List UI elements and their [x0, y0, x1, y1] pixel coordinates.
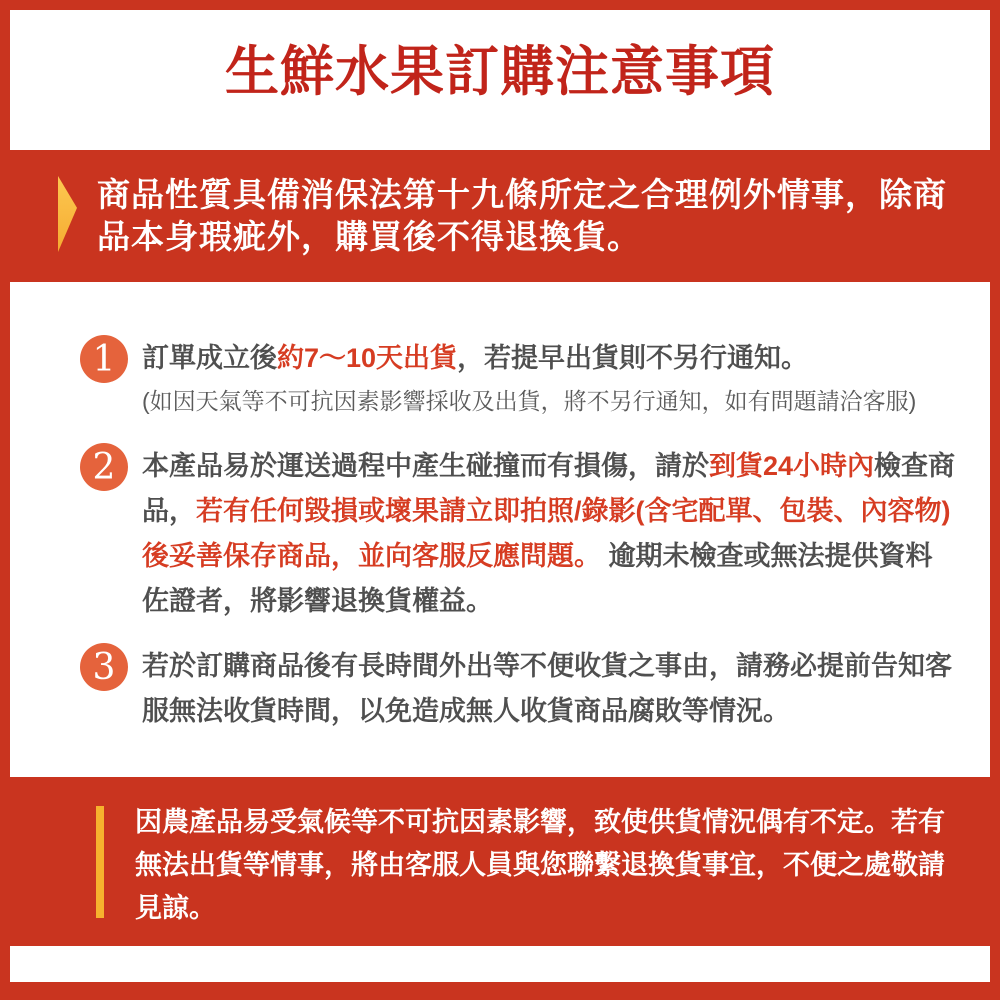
list-item	[80, 444, 990, 624]
notice-text	[142, 444, 956, 624]
number-badge: 2	[80, 443, 128, 491]
notice-text	[142, 336, 956, 381]
text-segment: 訂單成立後	[142, 343, 277, 373]
text-segment: 本產品易於運送過程中產生碰撞而有損傷，請於	[142, 451, 709, 481]
text-segment: 若於訂購商品後有長時間外出等不便收貨之事由，請務必提前告知客服無法收貨時間，以免造成無人收貨商品腐敗等情況。	[142, 651, 952, 726]
notice-body	[142, 336, 956, 419]
policy-banner-text: 商品性質具備消保法第十九條所定之合理例外情事，除商品本身瑕疵外，購買後不得退換貨。	[97, 176, 947, 255]
supply-disclaimer-banner	[10, 777, 990, 946]
page-title: 生鮮水果訂購注意事項	[225, 39, 775, 103]
policy-banner	[10, 150, 990, 282]
notice-subnote: (如因天氣等不可抗因素影響採收及出貨，將不另行通知，如有問題請洽客服)	[142, 388, 917, 414]
supply-disclaimer-text: 因農產品易受氣候等不可抗因素影響，致使供貨情況偶有不定。若有無法出貨等情事，將由客服人員與您聯繫退換貨事宜，不便之處敬請見諒。	[135, 807, 945, 923]
notice-body	[142, 644, 956, 734]
number-badge: 1	[80, 335, 128, 383]
text-segment: 檢查商品，	[142, 451, 956, 526]
text-segment: 逾期未檢查或無法提供資料佐證者，將影響退換貨權益。	[142, 541, 933, 616]
notice-text	[142, 644, 956, 734]
number-badge: 3	[80, 643, 128, 691]
highlight-segment: 約7～10天出貨	[277, 343, 458, 373]
notice-body	[142, 444, 956, 624]
notice-list	[10, 336, 990, 734]
chevron-right-icon	[58, 176, 77, 252]
highlight-segment: 到貨24小時內	[709, 451, 875, 481]
highlight-segment: 若有任何毀損或壞果請立即拍照/錄影(含宅配單、包裝、內容物)後妥善保存商品，並向客服反應問題。	[142, 496, 951, 571]
vertical-bar-icon	[96, 806, 104, 918]
list-item	[80, 336, 990, 419]
text-segment: ，若提早出貨則不另行通知。	[457, 343, 809, 373]
list-item	[80, 644, 990, 734]
